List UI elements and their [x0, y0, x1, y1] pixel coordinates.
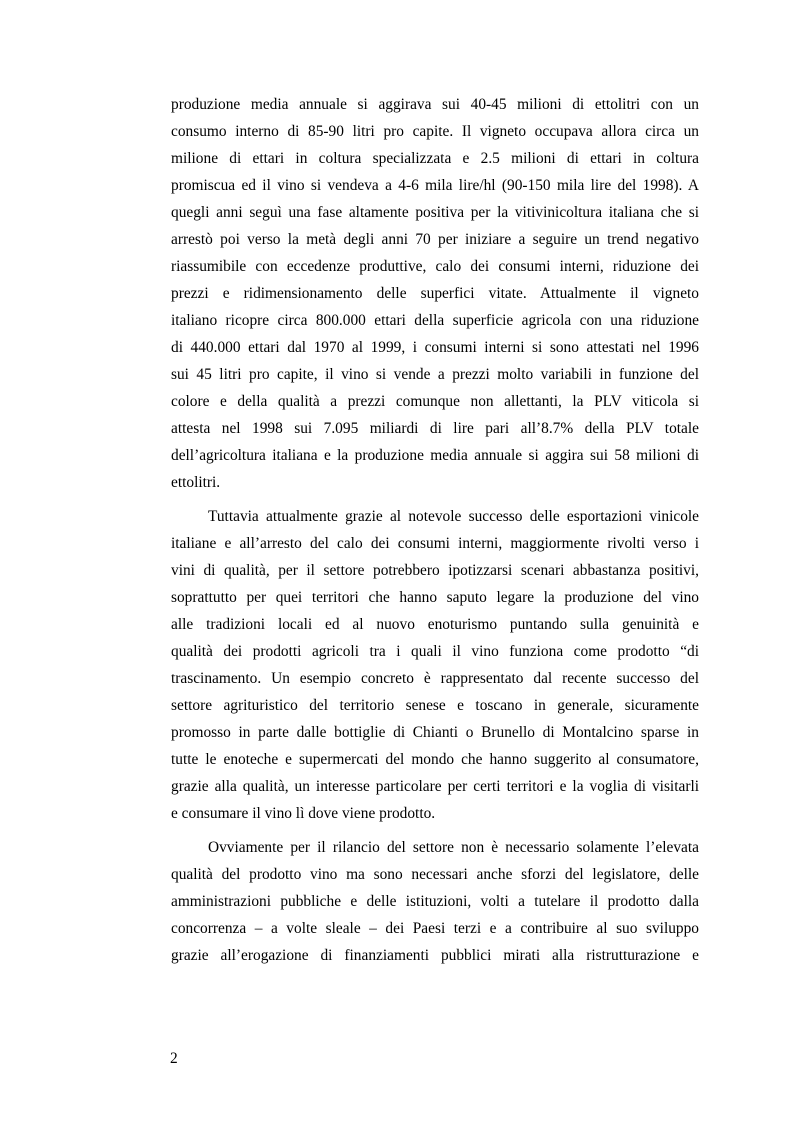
text-line: concorrenza – a volte sleale – dei Paesi terzi e a contribuire al suo sviluppo	[171, 920, 699, 937]
text-line: sui 45 litri pro capite, il vino si vende a prezzi molto variabili in funzione del	[171, 366, 699, 383]
page-number: 2	[170, 1050, 178, 1067]
text-line: promiscua ed il vino si vendeva a 4-6 mila lire/hl (90-150 mila lire del 1998). A	[171, 177, 699, 194]
text-line: italiano ricopre circa 800.000 ettari della superficie agricola con una riduzione	[171, 312, 699, 329]
text-line: Ovviamente per il rilancio del settore non è necessario solamente l’elevata	[208, 839, 699, 856]
text-line: attesta nel 1998 sui 7.095 miliardi di lire pari all’8.7% della PLV totale	[171, 420, 699, 437]
text-line: colore e della qualità a prezzi comunque non allettanti, la PLV viticola si	[171, 393, 699, 410]
text-line: quegli anni seguì una fase altamente positiva per la vitivinicoltura italiana che si	[171, 204, 699, 221]
text-line: grazie alla qualità, un interesse particolare per certi territori e la voglia di visitarli	[171, 778, 699, 795]
text-line: tutte le enoteche e supermercati del mondo che hanno suggerito al consumatore,	[171, 751, 699, 768]
text-line: alle tradizioni locali ed al nuovo enoturismo puntando sulla genuinità e	[171, 616, 699, 633]
text-line: milione di ettari in coltura specializzata e 2.5 milioni di ettari in coltura	[171, 150, 699, 167]
text-line: ettolitri.	[171, 474, 221, 491]
text-line: riassumibile con eccedenze produttive, calo dei consumi interni, riduzione dei	[171, 258, 699, 275]
body-text	[171, 91, 699, 969]
text-line: italiane e all’arresto del calo dei consumi interni, maggiormente rivolti verso i	[171, 535, 699, 552]
text-line: qualità del prodotto vino ma sono necessari anche sforzi del legislatore, delle	[171, 866, 699, 883]
paragraph-3	[171, 834, 699, 969]
text-line: e consumare il vino lì dove viene prodotto.	[171, 805, 436, 822]
text-line: qualità dei prodotti agricoli tra i quali il vino funziona come prodotto “di	[171, 643, 699, 660]
text-line: prezzi e ridimensionamento delle superfici vitate. Attualmente il vigneto	[171, 285, 699, 302]
paragraph-spacer	[171, 827, 699, 834]
text-line: promosso in parte dalle bottiglie di Chianti o Brunello di Montalcino sparse in	[171, 724, 699, 741]
text-line: arrestò poi verso la metà degli anni 70 per iniziare a seguire un trend negativo	[171, 231, 699, 248]
text-line: settore agrituristico del territorio senese e toscano in generale, sicuramente	[171, 697, 699, 714]
paragraph-spacer	[171, 496, 699, 503]
text-line: grazie all’erogazione di finanziamenti pubblici mirati alla ristrutturazione e	[171, 947, 699, 964]
text-line: Tuttavia attualmente grazie al notevole successo delle esportazioni vinicole	[208, 508, 699, 525]
text-line: di 440.000 ettari dal 1970 al 1999, i consumi interni si sono attestati nel 1996	[171, 339, 699, 356]
paragraph-2	[171, 503, 699, 827]
text-line: dell’agricoltura italiana e la produzione media annuale si aggira sui 58 milioni di	[171, 447, 699, 464]
text-line: amministrazioni pubbliche e delle istituzioni, volti a tutelare il prodotto dalla	[171, 893, 699, 910]
text-line: vini di qualità, per il settore potrebbero ipotizzarsi scenari abbastanza positivi,	[171, 562, 699, 579]
paragraph-1	[171, 91, 699, 496]
text-line: trascinamento. Un esempio concreto è rappresentato dal recente successo del	[171, 670, 699, 687]
text-line: produzione media annuale si aggirava sui 40-45 milioni di ettolitri con un	[171, 96, 699, 113]
text-line: soprattutto per quei territori che hanno saputo legare la produzione del vino	[171, 589, 699, 606]
text-line: consumo interno di 85-90 litri pro capite. Il vigneto occupava allora circa un	[171, 123, 699, 140]
